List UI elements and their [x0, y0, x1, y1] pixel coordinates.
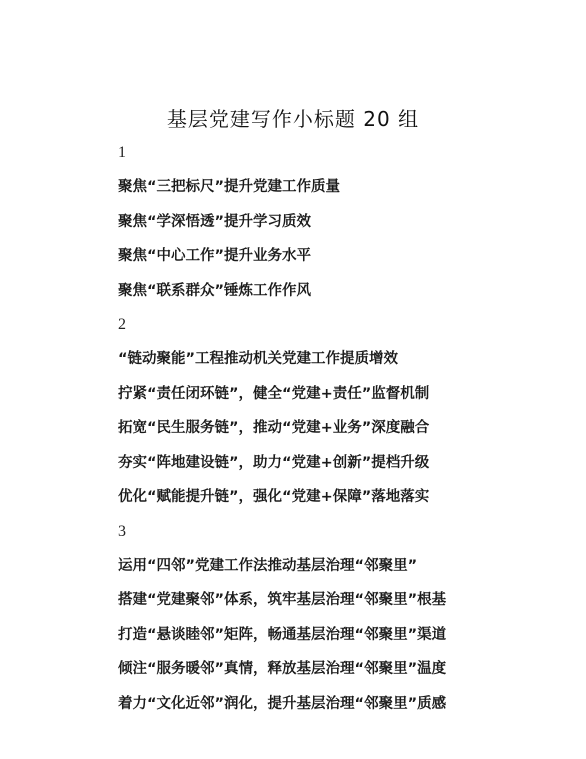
section-number: 3 [118, 522, 126, 540]
document-title: 基层党建写作小标题 20 组 [166, 107, 420, 131]
subtitle-line: 优化“赋能提升链”，强化“党建+保障”落地落实 [118, 489, 430, 505]
subtitle-line: “链动聚能”工程推动机关党建工作提质增效 [118, 351, 399, 367]
subtitle-line: 聚焦“中心工作”提升业务水平 [118, 248, 312, 264]
section-2 [118, 314, 498, 521]
subtitle-line: 着力“文化近邻”润化，提升基层治理“邻聚里”质感 [118, 695, 447, 712]
subtitle-line: 搭建“党建聚邻”体系，筑牢基层治理“邻聚里”根基 [118, 592, 447, 608]
section-number: 2 [118, 316, 126, 333]
subtitle-line: 夯实“阵地建设链”，助力“党建+创新”提档升级 [118, 454, 430, 471]
section-1 [118, 142, 498, 314]
section-3 [118, 521, 498, 728]
subtitle-line: 聚焦“联系群众”锤炼工作作风 [118, 282, 312, 299]
section-number: 1 [118, 144, 126, 161]
subtitle-line: 打造“悬谈睦邻”矩阵，畅通基层治理“邻聚里”渠道 [118, 626, 447, 643]
document-body [118, 142, 498, 727]
subtitle-line: 聚焦“学深悟透”提升学习质效 [118, 213, 312, 230]
subtitle-line: 拧紧“责任闭环链”，健全“党建+责任”监督机制 [118, 385, 430, 402]
subtitle-line: 运用“四邻”党建工作法推动基层治理“邻聚里” [118, 557, 418, 574]
subtitle-line: 聚焦“三把标尺”提升党建工作质量 [118, 179, 341, 195]
subtitle-line: 倾注“服务暖邻”真情，释放基层治理“邻聚里”温度 [118, 661, 447, 677]
subtitle-line: 拓宽“民生服务链”，推动“党建+业务”深度融合 [118, 420, 430, 436]
